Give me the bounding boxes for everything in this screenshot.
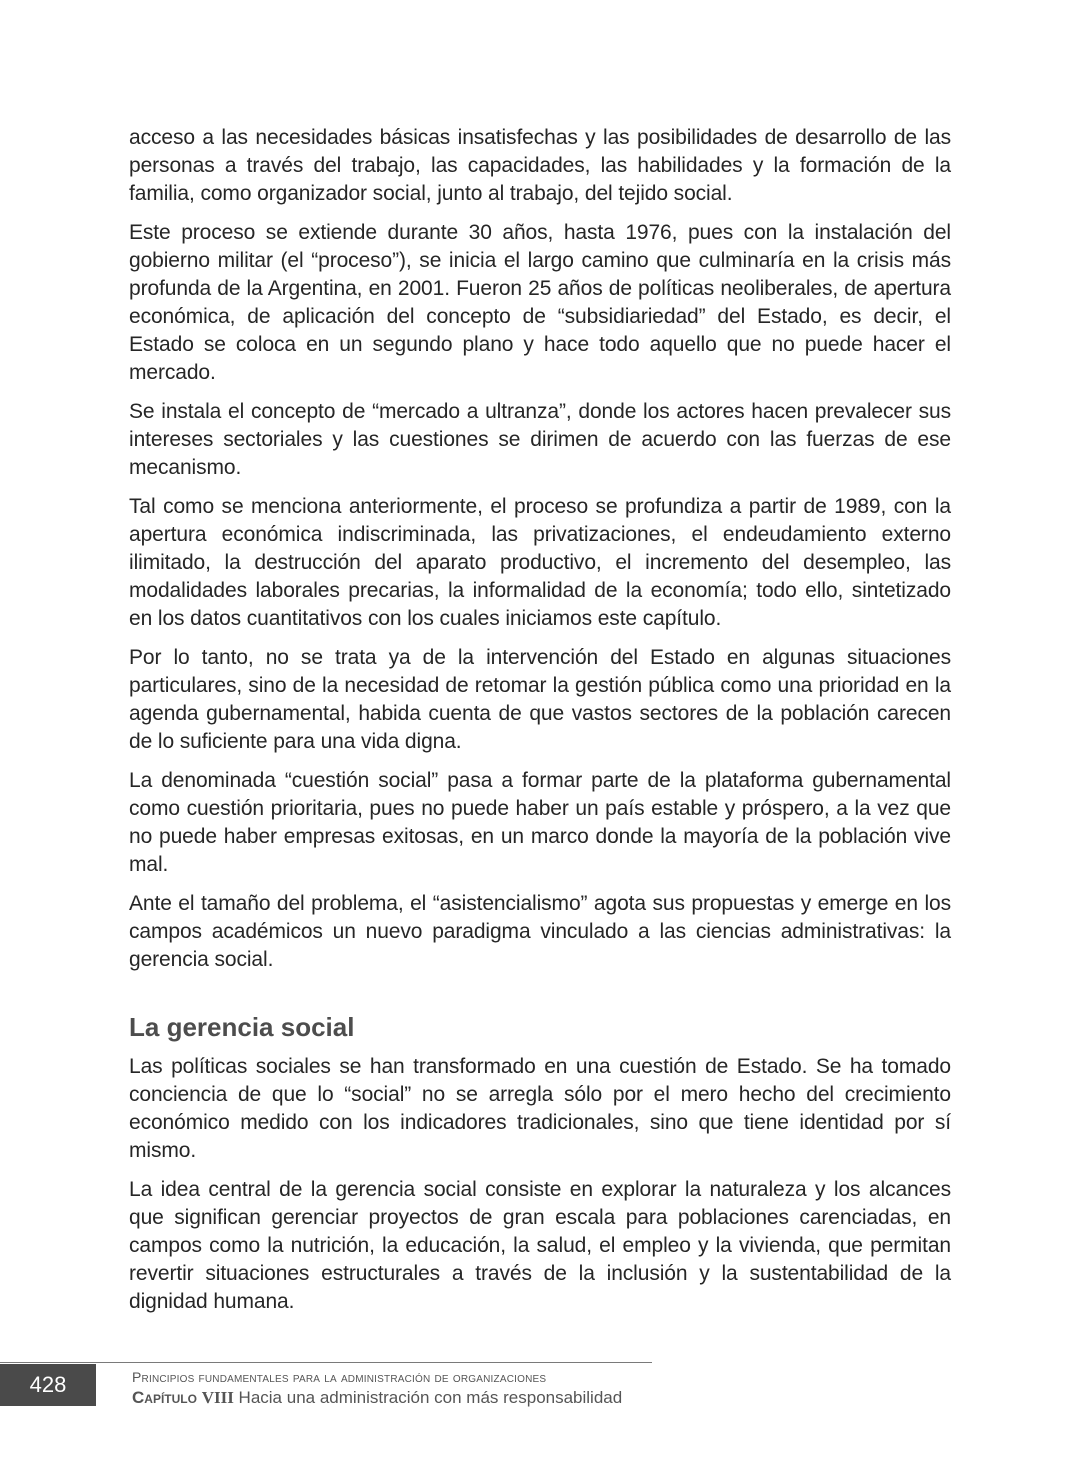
chapter-label: Capítulo bbox=[132, 1388, 197, 1407]
section-paragraph-1: Las políticas sociales se han transformado en una cuestión de Estado. Se ha tomado conciencia de que lo “social” no se arregla sólo por el mero hecho del crecimiento económico medido con los indicadores tradicionales, sino que tiene identidad por sí mismo. bbox=[129, 1055, 951, 1162]
page-number: 428 bbox=[0, 1364, 96, 1406]
chapter-number: VIII bbox=[201, 1388, 234, 1407]
running-chapter-title bbox=[132, 1388, 622, 1408]
page-body bbox=[129, 124, 951, 1327]
body-paragraph-1: acceso a las necesidades básicas insatisfechas y las posibilidades de desarrollo de las personas a través del trabajo, las capacidades, las habilidades y la formación de la familia, como organizador social, junto al trabajo, del tejido social. bbox=[129, 126, 951, 205]
body-paragraph-5: Por lo tanto, no se trata ya de la intervención del Estado en algunas situaciones particulares, sino de la necesidad de retomar la gestión pública como una prioridad en la agenda gubernamental, habida cuenta de que vastos sectores de la población carecen de lo suficiente para una vida digna. bbox=[129, 646, 951, 753]
body-paragraph-2: Este proceso se extiende durante 30 años, hasta 1976, pues con la instalación del gobierno militar (el “proceso”), se inicia el largo camino que culminaría en la crisis más profunda de la Argentina, en 2001. Fueron 25 años de políticas neoliberales, de apertura económica, de aplicación del concepto de “subsidiariedad” del Estado, es decir, el Estado se coloca en un segundo plano y hace todo aquello que no puede hacer el mercado. bbox=[129, 221, 951, 384]
body-paragraph-6: La denominada “cuestión social” pasa a formar parte de la plataforma gubernamental como cuestión prioritaria, pues no puede haber un país estable y próspero, a la vez que no puede haber empresas exitosas, en un marco donde la mayoría de la población vive mal. bbox=[129, 769, 951, 876]
footer-divider bbox=[0, 1362, 652, 1363]
body-paragraph-7: Ante el tamaño del problema, el “asistencialismo” agota sus propuestas y emerge en los campos académicos un nuevo paradigma vinculado a las ciencias administrativas: la gerencia social. bbox=[129, 892, 951, 971]
section-heading: La gerencia social bbox=[129, 1012, 355, 1042]
body-paragraph-3: Se instala el concepto de “mercado a ultranza”, donde los actores hacen prevalecer sus intereses sectoriales y las cuestiones se dirimen de acuerdo con las fuerzas de ese mecanismo. bbox=[129, 400, 951, 479]
body-paragraph-4: Tal como se menciona anteriormente, el proceso se profundiza a partir de 1989, con la apertura económica indiscriminada, las privatizaciones, el endeudamiento externo ilimitado, la destrucción del aparato productivo, el incremento del desempleo, las modalidades laborales precarias, la informalidad de la economía; todo ello, sintetizado en los datos cuantitativos con los cuales iniciamos este capítulo. bbox=[129, 495, 951, 630]
section-paragraph-2: La idea central de la gerencia social consiste en explorar la naturaleza y los alcances que significan gerenciar proyectos de gran escala para poblaciones carenciadas, en campos como la nutrición, la educación, la salud, el empleo y la vivienda, que permitan revertir situaciones estructurales a través de la inclusión y la sustentabilidad de la dignidad humana. bbox=[129, 1178, 951, 1313]
chapter-title: Hacia una administración con más responsabilidad bbox=[238, 1388, 623, 1407]
running-book-title: Principios fundamentales para la administración de organizaciones bbox=[132, 1369, 547, 1385]
